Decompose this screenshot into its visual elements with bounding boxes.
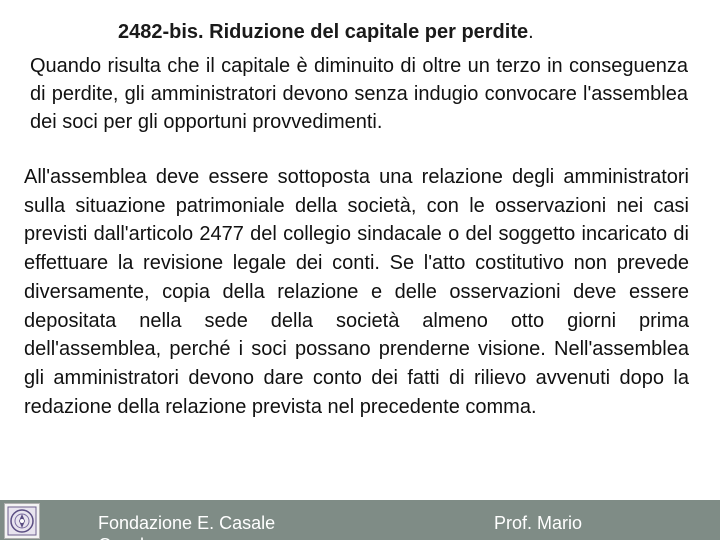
footer-bar — [0, 500, 720, 555]
slide-title — [118, 20, 534, 44]
footer-organization: Fondazione E. Casale — [98, 513, 276, 533]
footer-organization-continued: Casale — [98, 535, 155, 555]
foundation-seal-icon — [4, 503, 40, 539]
paragraph-2: All'assemblea deve essere sottoposta una relazione degli amministratori sulla situazione patrimoniale della società, con le osservazioni nei casi previsti dall'articolo 2477 del collegio sindacale o del soggetto incaricato di effettuare la revisione legale dei conti. Se l'atto costitutivo non prevede diversamente, copia della relazione e delle osservazioni deve essere depositata nella sede della società almeno otto giorni prima dell'assemblea, perché i soci possano prenderne visione. Nell'assemblea gli amministratori devono dare conto dei fatti di rilievo avvenuti dopo la redazione della relazione prevista nel precedente comma. — [24, 166, 689, 418]
paragraph-1: Quando risulta che il capitale è diminuito di oltre un terzo in conseguenza di perdite, gli amministratori devono senza indugio convocare l'assemblea dei soci per gli opportuni provvedimenti. — [30, 55, 688, 133]
footer-author: Prof. Mario — [494, 513, 583, 533]
title-text: 2482-bis. Riduzione del capitale per perdite — [118, 21, 529, 43]
title-punctuation: . — [528, 21, 534, 43]
